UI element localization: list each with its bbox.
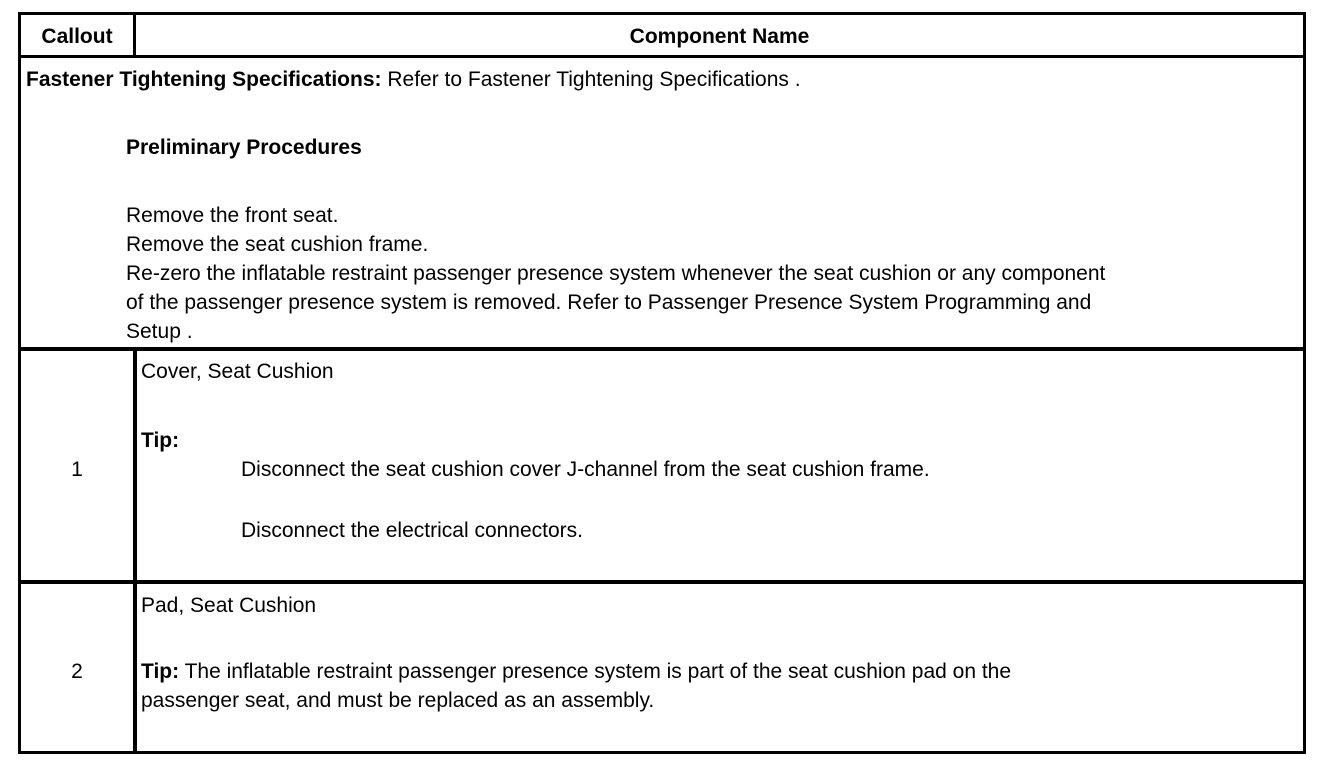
preliminary-step: Remove the seat cushion frame. xyxy=(126,233,429,256)
row-divider xyxy=(133,584,137,754)
row-1-bottom-rule xyxy=(21,580,1303,584)
header-bottom-rule xyxy=(21,55,1303,58)
preliminary-step: of the passenger presence system is removed. Refer to Passenger Presence System Programming and xyxy=(126,291,1092,314)
callout-header: Callout xyxy=(41,25,113,48)
callout-number: 2 xyxy=(71,660,83,683)
row-divider xyxy=(133,351,137,583)
preliminary-step: Remove the front seat. xyxy=(126,204,339,227)
callout-number: 1 xyxy=(71,458,83,481)
tip-label: Tip: xyxy=(141,429,180,452)
fastener-specs-label: Fastener Tightening Specifications: xyxy=(26,68,382,91)
fastener-specs-line xyxy=(26,65,801,94)
preliminary-step: Re-zero the inflatable restraint passenger presence system whenever the seat cushion or any component xyxy=(126,262,1106,285)
tip-text: The inflatable restraint passenger presence system is part of the seat cushion pad on the xyxy=(179,660,1012,683)
component-name: Cover, Seat Cushion xyxy=(141,360,334,383)
tip-paragraph-line xyxy=(141,657,1011,686)
component-name: Pad, Seat Cushion xyxy=(141,594,317,617)
tip-label: Tip: xyxy=(141,660,180,683)
tip-step: Disconnect the seat cushion cover J-channel from the seat cushion frame. xyxy=(241,458,930,481)
fastener-specs-text: Refer to Fastener Tightening Specifications . xyxy=(381,68,801,91)
preliminary-step: Setup . xyxy=(126,320,193,343)
preliminary-title: Preliminary Procedures xyxy=(126,136,362,159)
tip-paragraph-line: passenger seat, and must be replaced as an assembly. xyxy=(141,689,655,712)
component-name-header: Component Name xyxy=(629,25,810,48)
tip-step: Disconnect the electrical connectors. xyxy=(241,519,583,542)
section-bottom-rule xyxy=(21,347,1303,351)
component-table xyxy=(18,12,1306,754)
